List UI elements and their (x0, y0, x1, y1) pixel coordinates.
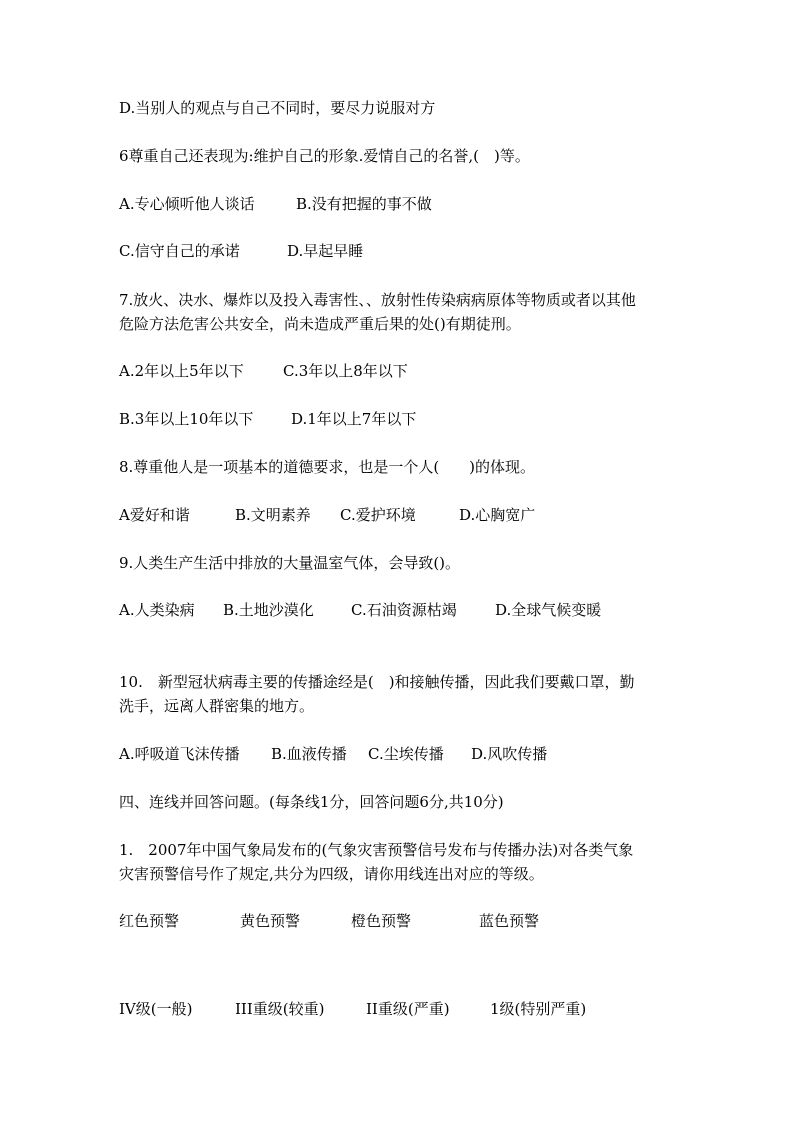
q7-question-line2: 危险方法危害公共安全，尚未造成严重后果的处()有期徒刑。 (119, 315, 521, 333)
q6-option-c: C.信守自己的承诺 (119, 242, 240, 260)
q6-option-a: A.专心倾听他人谈话 (119, 195, 255, 213)
q6-option-b: B.没有把握的事不做 (296, 195, 432, 213)
level-iv: IV级(一般) (119, 1000, 193, 1018)
section4-q1-line2: 灾害预警信号作了规定,共分为四级，请你用线连出对应的等级。 (119, 865, 544, 883)
level-i: 1级(特别严重) (490, 1000, 587, 1018)
section4-heading: 四、连线并回答问题。(每条线1分，回答问题6分,共10分) (119, 793, 504, 811)
q9-option-b: B.土地沙漠化 (223, 601, 314, 619)
q7-option-a: A.2年以上5年以下 (119, 362, 244, 380)
q7-option-c: C.3年以上8年以下 (283, 362, 408, 380)
warning-signals-row (119, 909, 689, 933)
q7-question-line1: 7.放火、决水、爆炸以及投入毒害性、、放射性传染病病原体等物质或者以其他 (119, 291, 636, 309)
q7-option-d: D.1年以上7年以下 (291, 410, 417, 428)
warning-yellow: 黄色预警 (240, 912, 301, 930)
q5-option-d: D.当别人的观点与自己不同时，要尽力说服对方 (119, 99, 436, 117)
level-iii: III重级(较重) (235, 1000, 325, 1018)
warning-levels-row (119, 997, 689, 1021)
q6-options-row2 (119, 239, 689, 263)
q10-options (119, 742, 689, 766)
warning-blue: 蓝色预警 (479, 912, 540, 930)
warning-orange: 橙色预警 (351, 912, 412, 930)
q8-options (119, 503, 689, 527)
q7-options-row1 (119, 359, 689, 383)
q6-option-d: D.早起早睡 (287, 242, 364, 260)
q10-question-line1: 10. 新型冠状病毒主要的传播途经是( )和接触传播，因此我们要戴口罩，勤 (119, 673, 635, 691)
q9-option-a: A.人类染病 (119, 601, 195, 619)
q10-option-c: C.尘埃传播 (368, 745, 444, 763)
level-ii: II重级(严重) (366, 1000, 450, 1018)
q7-options-row2 (119, 407, 689, 431)
q9-option-d: D.全球气候变暖 (495, 601, 602, 619)
q6-options-row1 (119, 192, 689, 216)
q10-option-b: B.血液传播 (271, 745, 347, 763)
q9-options (119, 598, 689, 622)
q7-option-b: B.3年以上10年以下 (119, 410, 254, 428)
q8-option-b: B.文明素养 (235, 506, 311, 524)
q8-option-a: A爱好和谐 (119, 506, 190, 524)
section4-q1-line1: 1. 2007年中国气象局发布的(气象灾害预警信号发布与传播办法)对各类气象 (119, 841, 634, 859)
q8-option-c: C.爱护环境 (340, 506, 416, 524)
q10-option-a: A.呼吸道飞沫传播 (119, 745, 240, 763)
q8-option-d: D.心胸宽广 (459, 506, 536, 524)
q6-question: 6尊重自己还表现为:维护自己的形象.爱情自己的名誉,( )等。 (119, 147, 530, 165)
q10-question-line2: 洗手，远离人群密集的地方。 (119, 697, 315, 715)
q9-question: 9.人类生产生活中排放的大量温室气体，会导致()。 (119, 554, 461, 572)
q9-option-c: C.石油资源枯竭 (351, 601, 457, 619)
warning-red: 红色预警 (119, 912, 180, 930)
q10-option-d: D.风吹传播 (471, 745, 548, 763)
q8-question: 8.尊重他人是一项基本的道德要求，也是一个人( )的体现。 (119, 458, 536, 476)
